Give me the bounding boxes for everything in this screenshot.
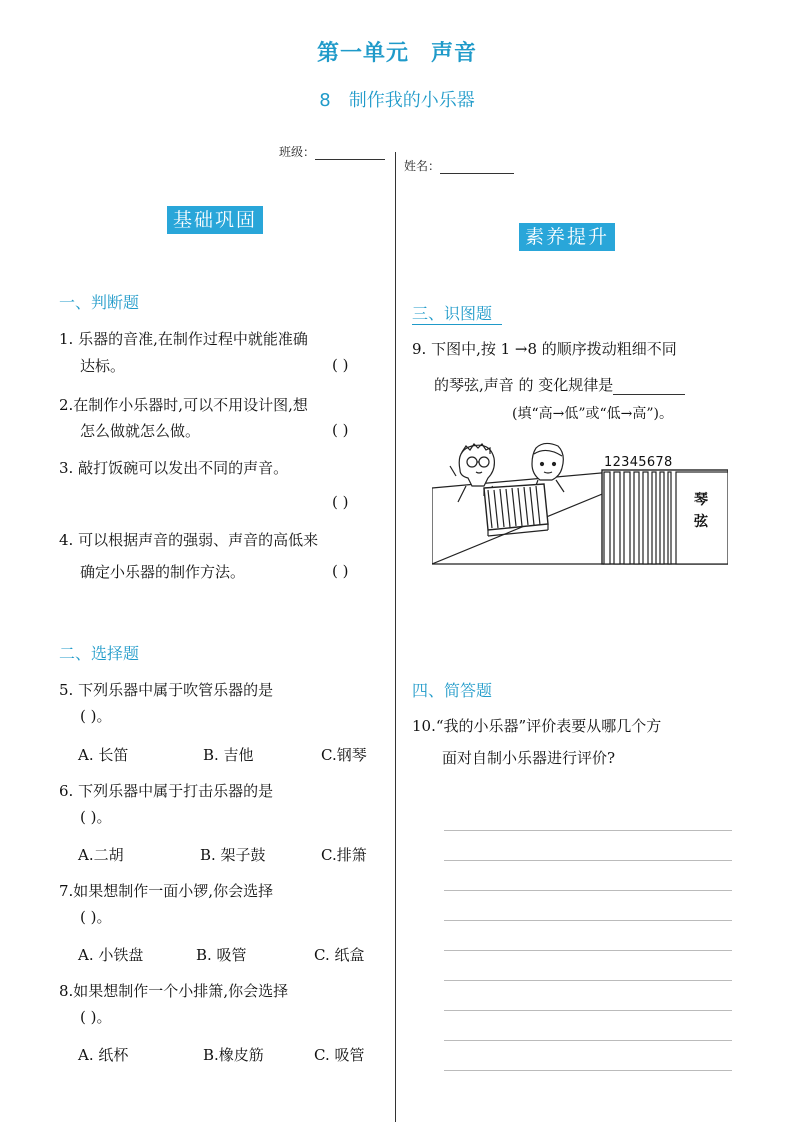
- answer-line-3[interactable]: [444, 890, 732, 891]
- q5-line1: 5. 下列乐器中属于吹管乐器的是: [59, 681, 274, 699]
- answer-line-4[interactable]: [444, 920, 732, 921]
- advanced-tag: 素养提升: [519, 223, 615, 251]
- q9-line1: 9. 下图中,按 1 →8 的顺序拨动粗细不同: [412, 340, 677, 358]
- unit-title-part2: 声音: [431, 41, 478, 66]
- answer-line-8[interactable]: [444, 1040, 732, 1041]
- q4-line2: 确定小乐器的制作方法。: [80, 563, 246, 581]
- q2-line2: 怎么做就怎么做。: [80, 422, 201, 440]
- q1-line1: 1. 乐器的音准,在制作过程中就能准确: [59, 330, 308, 348]
- q8-option-b[interactable]: B.橡皮筋: [203, 1046, 264, 1064]
- section-true-false: 一、判断题: [59, 293, 140, 312]
- answer-line-1[interactable]: [444, 830, 732, 831]
- name-field: [404, 157, 514, 174]
- class-field: [279, 143, 385, 160]
- answer-line-9[interactable]: [444, 1070, 732, 1071]
- string-numbers: 12345678: [604, 455, 673, 470]
- q3-line1: 3. 敲打饭碗可以发出不同的声音。: [59, 459, 289, 477]
- q8-option-c[interactable]: C. 吸管: [314, 1046, 365, 1064]
- class-label: 班级：: [279, 145, 316, 159]
- q9-line2-text: 的琴弦,声音 的 变化规律是: [434, 376, 614, 394]
- string-label-top: 琴: [694, 492, 708, 508]
- class-input-line[interactable]: [315, 145, 385, 160]
- lesson-number: 8: [319, 90, 331, 111]
- q4-line1: 4. 可以根据声音的强弱、声音的高低来: [59, 531, 319, 549]
- column-divider: [395, 152, 396, 1122]
- q5-option-b[interactable]: B. 吉他: [203, 746, 254, 764]
- q7-answer-paren[interactable]: ( )。: [80, 908, 112, 926]
- q8-option-a[interactable]: A. 纸杯: [78, 1046, 129, 1064]
- q2-line1: 2.在制作小乐器时,可以不用设计图,想: [59, 396, 308, 414]
- name-input-line[interactable]: [440, 159, 514, 174]
- q9-blank[interactable]: [613, 376, 685, 395]
- q2-answer-paren[interactable]: ( ): [332, 421, 349, 439]
- q7-option-c[interactable]: C. 纸盒: [314, 946, 365, 964]
- section-picture: 三、识图题: [412, 301, 502, 325]
- q4-answer-paren[interactable]: ( ): [332, 562, 349, 580]
- q1-line2: 达标。: [80, 357, 126, 375]
- q6-option-c[interactable]: C.排箫: [321, 846, 367, 864]
- answer-line-5[interactable]: [444, 950, 732, 951]
- q10-line1: 10.“我的小乐器”评价表要从哪几个方: [412, 717, 662, 735]
- q9-line3: (填“高→低”或“低→高”)。: [512, 406, 674, 422]
- unit-title-part1: 第一单元: [316, 41, 409, 66]
- answer-line-2[interactable]: [444, 860, 732, 861]
- q10-line2: 面对自制小乐器进行评价?: [442, 749, 616, 767]
- unit-title: [0, 36, 794, 67]
- q6-line1: 6. 下列乐器中属于打击乐器的是: [59, 782, 274, 800]
- q3-answer-paren[interactable]: ( ): [332, 493, 349, 511]
- q1-answer-paren[interactable]: ( ): [332, 356, 349, 374]
- q7-option-a[interactable]: A. 小铁盘: [78, 946, 144, 964]
- q8-answer-paren[interactable]: ( )。: [80, 1008, 112, 1026]
- q7-option-b[interactable]: B. 吸管: [196, 946, 247, 964]
- q6-option-b[interactable]: B. 架子鼓: [200, 846, 266, 864]
- zoomed-strings: [602, 470, 728, 564]
- q7-line1: 7.如果想制作一面小锣,你会选择: [59, 882, 274, 900]
- q6-option-a[interactable]: A.二胡: [78, 846, 124, 864]
- q5-option-a[interactable]: A. 长笛: [78, 746, 129, 764]
- lesson-title-text: 制作我的小乐器: [348, 90, 475, 111]
- q9-line2: [434, 375, 685, 395]
- section-short-answer: 四、简答题: [412, 681, 493, 700]
- string-label-bottom: 弦: [694, 514, 708, 530]
- instrument-figure: [432, 442, 728, 566]
- lesson-title: [0, 86, 794, 112]
- q8-line1: 8.如果想制作一个小排箫,你会选择: [59, 982, 289, 1000]
- q5-option-c[interactable]: C.钢琴: [321, 746, 367, 764]
- basic-tag: 基础巩固: [167, 206, 263, 234]
- q5-answer-paren[interactable]: ( )。: [80, 707, 112, 725]
- section-multiple-choice: 二、选择题: [59, 644, 140, 663]
- answer-line-6[interactable]: [444, 980, 732, 981]
- name-label: 姓名：: [404, 159, 441, 173]
- q6-answer-paren[interactable]: ( )。: [80, 808, 112, 826]
- answer-line-7[interactable]: [444, 1010, 732, 1011]
